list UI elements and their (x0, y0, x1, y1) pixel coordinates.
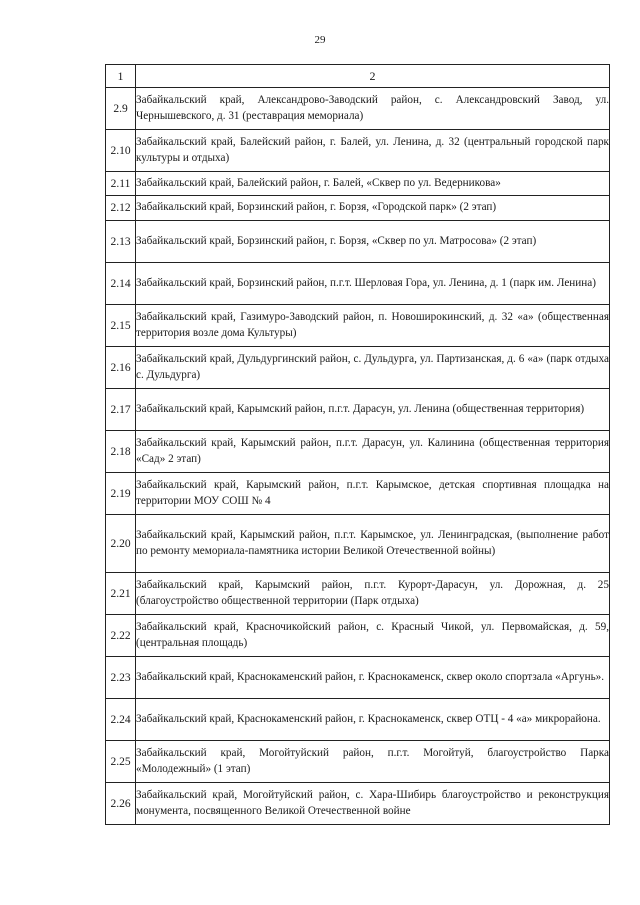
row-text-content: Забайкальский край, Могойтуйский район, с. Хара-Шибирь благоустройство и реконструкция монумента, посвященного Великой Отечественной войне (136, 789, 609, 817)
table-row (106, 657, 610, 699)
row-number: 2.12 (106, 196, 136, 221)
row-text (136, 389, 610, 431)
table-row (106, 389, 610, 431)
row-number: 2.22 (106, 615, 136, 657)
row-text (136, 473, 610, 515)
row-text (136, 515, 610, 573)
row-number: 2.11 (106, 172, 136, 196)
table-row (106, 172, 610, 196)
row-text-content: Забайкальский край, Краснокаменский район, г. Краснокаменск, сквер около спортзала «Аргунь». (136, 670, 605, 683)
row-number: 2.23 (106, 657, 136, 699)
row-number: 2.10 (106, 130, 136, 172)
row-text (136, 130, 610, 172)
row-text (136, 172, 610, 196)
column-header-text: 2 (136, 65, 610, 88)
table-row (106, 196, 610, 221)
table-row (106, 88, 610, 130)
row-number: 2.19 (106, 473, 136, 515)
row-number: 2.13 (106, 221, 136, 263)
row-number: 2.24 (106, 699, 136, 741)
row-text (136, 699, 610, 741)
row-text-content: Забайкальский край, Балейский район, г. Балей, ул. Ленина, д. 32 (центральный городской парк культуры и отдыха) (136, 136, 609, 164)
table-row (106, 741, 610, 783)
row-text-content: Забайкальский край, Красночикойский район, с. Красный Чикой, ул. Первомайская, д. 59, (центральная площадь) (136, 621, 609, 649)
table-row (106, 263, 610, 305)
row-text-content: Забайкальский край, Карымский район, п.г.т. Карымское, детская спортивная площадка на территории МОУ СОШ № 4 (136, 479, 609, 507)
page-number: 29 (314, 34, 326, 46)
table-row (106, 515, 610, 573)
column-header-number: 1 (106, 65, 136, 88)
row-text (136, 347, 610, 389)
row-number: 2.17 (106, 389, 136, 431)
row-text (136, 741, 610, 783)
row-number: 2.9 (106, 88, 136, 130)
row-number: 2.20 (106, 515, 136, 573)
row-text-content: Забайкальский край, Борзинский район, г. Борзя, «Сквер по ул. Матросова» (2 этап) (136, 234, 537, 247)
row-text-content: Забайкальский край, Дульдургинский район, с. Дульдурга, ул. Партизанская, д. 6 «а» (парк отдыха с. Дульдурга) (136, 353, 609, 381)
row-text (136, 221, 610, 263)
table-row (106, 783, 610, 825)
table-row (106, 130, 610, 172)
row-text-content: Забайкальский край, Краснокаменский район, г. Краснокаменск, сквер ОТЦ - 4 «а» микрорайона. (136, 712, 601, 725)
row-number: 2.18 (106, 431, 136, 473)
row-text-content: Забайкальский край, Газимуро-Заводский район, п. Новоширокинский, д. 32 «а» (общественная территория возле дома Культуры) (136, 311, 609, 339)
table-header-row (106, 65, 610, 88)
row-text (136, 88, 610, 130)
row-number: 2.15 (106, 305, 136, 347)
row-text (136, 783, 610, 825)
table-row (106, 431, 610, 473)
row-text (136, 305, 610, 347)
row-number: 2.25 (106, 741, 136, 783)
row-text-content: Забайкальский край, Борзинский район, п.г.т. Шерловая Гора, ул. Ленина, д. 1 (парк им. Ленина) (136, 276, 596, 289)
row-text (136, 196, 610, 221)
row-text-content: Забайкальский край, Карымский район, п.г.т. Дарасун, ул. Калинина (общественная территория «Сад» 2 этап) (136, 437, 609, 465)
table-row (106, 615, 610, 657)
table-row (106, 473, 610, 515)
objects-table (105, 64, 610, 825)
row-number: 2.26 (106, 783, 136, 825)
row-text (136, 573, 610, 615)
row-number: 2.16 (106, 347, 136, 389)
row-text-content: Забайкальский край, Могойтуйский район, п.г.т. Могойтуй, благоустройство Парка «Молодежный» (1 этап) (136, 747, 609, 775)
table-row (106, 699, 610, 741)
row-number: 2.14 (106, 263, 136, 305)
table-row (106, 347, 610, 389)
table-row (106, 573, 610, 615)
table-row (106, 305, 610, 347)
row-text-content: Забайкальский край, Борзинский район, г. Борзя, «Городской парк» (2 этап) (136, 201, 497, 214)
table-row (106, 221, 610, 263)
row-text-content: Забайкальский край, Карымский район, п.г.т. Карымское, ул. Ленинградская, (выполнение работ по ремонту мемориала-памятника истории Великой Отечественной войны) (136, 529, 609, 557)
row-text-content: Забайкальский край, Карымский район, п.г.т. Дарасун, ул. Ленина (общественная территория) (136, 402, 585, 415)
row-number: 2.21 (106, 573, 136, 615)
row-text-content: Забайкальский край, Балейский район, г. Балей, «Сквер по ул. Ведерникова» (136, 176, 501, 189)
row-text-content: Забайкальский край, Карымский район, п.г.т. Курорт-Дарасун, ул. Дорожная, д. 25 (благоустройство общественной территории (Парк отдыха) (136, 579, 609, 607)
row-text (136, 431, 610, 473)
row-text-content: Забайкальский край, Александрово-Заводский район, с. Александровский Завод, ул. Чернышевского, д. 31 (реставрация мемориала) (136, 94, 609, 122)
row-text (136, 615, 610, 657)
row-text (136, 263, 610, 305)
row-text (136, 657, 610, 699)
